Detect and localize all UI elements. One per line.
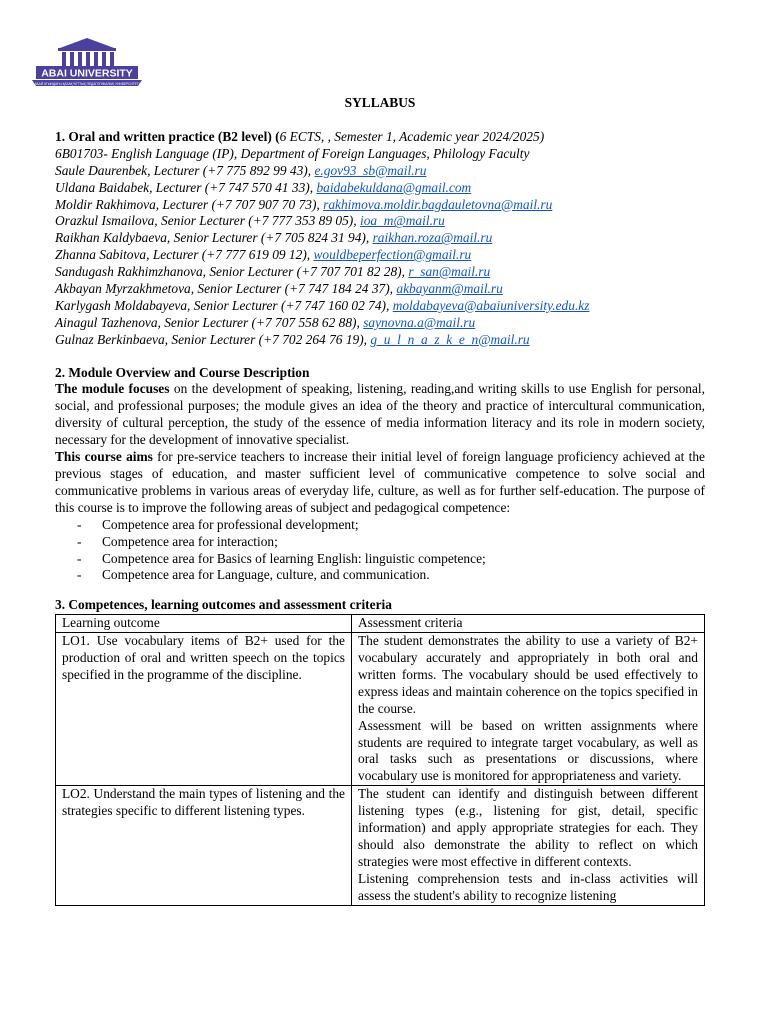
lecturer-info: Orazkul Ismailova, Senior Lecturer (+7 777 353 89 05), xyxy=(55,213,360,229)
course-program: 6B01703- English Language (IP), Department of Foreign Languages, Philology Faculty xyxy=(55,145,530,161)
bullet-dash: - xyxy=(77,550,82,566)
competence-text: Competence area for professional development; xyxy=(102,516,359,532)
lecturer-info: Zhanna Sabitova, Lecturer (+7 777 619 09 12), xyxy=(55,247,314,263)
course-aims-paragraph xyxy=(55,449,705,517)
learning-outcome-cell: LO2. Understand the main types of listening and the strategies specific to different listening types. xyxy=(56,786,352,905)
course-heading xyxy=(55,129,705,146)
lecturer-line xyxy=(55,230,705,247)
abai-university-logo-icon xyxy=(30,36,144,88)
lecturer-email-link[interactable]: rakhimova.moldir.bagdauletovna@mail.ru xyxy=(323,196,553,212)
table-row xyxy=(56,633,705,786)
module-focus-text: on the development of speaking, listening, reading,and writing skills to use English for personal, social, and professional purposes; the module gives an idea of the theory and practice of intercultural communication, diversity of cultural perception, the study of the essence of media information literacy and its role in modern society, necessary for the development of innovative specialist. xyxy=(55,381,705,448)
criteria-assessment: Listening comprehension tests and in-class activities will assess the student's ability to recognize listening xyxy=(358,870,698,903)
lecturer-info: Saule Daurenbek, Lecturer (+7 775 892 99 43), xyxy=(55,162,315,178)
lecturer-email-link[interactable]: saynovna.a@mail.ru xyxy=(363,314,476,330)
lecturer-info: Uldana Baidabek, Lecturer (+7 747 570 41 33), xyxy=(55,179,317,195)
lecturer-line xyxy=(55,332,705,349)
criteria-assessment: Assessment will be based on written assignments where students are required to integrate target vocabulary, as well as oral tasks such as presentations or discussions, where vocabulary use is monitored for appropriateness and variety. xyxy=(358,717,698,784)
lecturer-line xyxy=(55,247,705,264)
lecturer-email-link[interactable]: wouldbeperfection@gmail.ru xyxy=(313,247,472,263)
course-heading-title: 1. Oral and written practice (B2 level) ( xyxy=(55,129,280,144)
section2-heading: 2. Module Overview and Course Description xyxy=(55,364,310,380)
lecturer-email-link[interactable]: akbayanm@mail.ru xyxy=(396,281,503,297)
lecturer-info: Ainagul Tazhenova, Senior Lecturer (+7 707 558 62 88), xyxy=(55,314,364,330)
lecturer-info: Gulnaz Berkinbaeva, Senior Lecturer (+7 702 264 76 19), xyxy=(55,331,371,347)
lecturer-line xyxy=(55,213,705,230)
lecturer-line xyxy=(55,264,705,281)
document-title: SYLLABUS xyxy=(344,95,416,110)
course-heading-details: 6 ECTS, , Semester 1, Academic year 2024/2025) xyxy=(279,129,545,144)
module-focus-paragraph xyxy=(55,381,705,449)
lecturer-email-link[interactable]: r_san@mail.ru xyxy=(408,264,491,280)
lecturer-info: Moldir Rakhimova, Lecturer (+7 707 907 70 73), xyxy=(55,196,324,212)
column-header-assessment-criteria: Assessment criteria xyxy=(352,615,705,633)
syllabus-page xyxy=(55,95,705,906)
lecturer-email-link[interactable]: g_u_l_n_a_z_k_e_n@mail.ru xyxy=(370,331,530,347)
lecturer-info: Raikhan Kaldybaeva, Senior Lecturer (+7 705 824 31 94), xyxy=(55,230,373,246)
criteria-description: The student demonstrates the ability to use a variety of B2+ vocabulary accurately and appropriately in both oral and written forms. The vocabulary should be used effectively to express ideas and maintain coherence on the topics specified in the course. xyxy=(358,633,698,716)
lecturer-email-link[interactable]: baidabekuldana@gmail.com xyxy=(316,179,472,195)
list-item xyxy=(55,517,705,534)
lecturer-info: Akbayan Myrzakhmetova, Senior Lecturer (+7 747 184 24 37), xyxy=(55,281,397,297)
bullet-dash: - xyxy=(77,516,82,532)
lecturer-email-link[interactable]: moldabayeva@abaiuniversity.edu.kz xyxy=(392,297,590,313)
competence-text: Competence area for Basics of learning English: linguistic competence; xyxy=(102,550,486,566)
lecturer-line xyxy=(55,281,705,298)
list-item xyxy=(55,567,705,584)
lecturer-list xyxy=(55,163,705,349)
lecturer-line xyxy=(55,197,705,214)
course-aims-text: for pre-service teachers to increase their initial level of foreign language proficiency achieved at the previous stages of education, and master sufficient level of communicative competence to solve social and communicative problems in various areas of everyday life, culture, as well as for further self-education. The purpose of this course is to improve the following areas of subject and pedagogical competence: xyxy=(55,449,705,515)
assessment-table xyxy=(55,614,705,905)
course-aims-lead: This course aims xyxy=(55,449,153,465)
section3-heading: 3. Competences, learning outcomes and assessment criteria xyxy=(55,597,392,613)
assessment-criteria-cell xyxy=(352,633,705,786)
lecturer-line xyxy=(55,298,705,315)
assessment-criteria-cell xyxy=(352,786,705,905)
module-focus-lead: The module focuses xyxy=(55,381,170,397)
lecturer-line xyxy=(55,180,705,197)
logo-ribbon-text: АБАЙ АТЫНДАҒЫ ҚАЗАҚ ҰЛТТЫҚ ПЕДАГОГИКАЛЫҚ УНИВЕРСИТЕТІ xyxy=(34,81,140,86)
lecturer-info: Sandugash Rakhimzhanova, Senior Lecturer (+7 707 701 82 28), xyxy=(55,264,409,280)
lecturer-email-link[interactable]: ioa_m@mail.ru xyxy=(359,213,445,229)
spacer xyxy=(55,349,705,365)
lecturer-email-link[interactable]: raikhan.roza@mail.ru xyxy=(372,230,493,246)
table-row xyxy=(56,786,705,905)
logo-wordmark: ABAI UNIVERSITY xyxy=(41,67,133,80)
university-logo xyxy=(30,36,144,88)
table-header-row xyxy=(56,615,705,633)
column-header-learning-outcome: Learning outcome xyxy=(56,615,352,633)
lecturer-line xyxy=(55,315,705,332)
lecturer-info: Karlygash Moldabayeva, Senior Lecturer (+7 747 160 02 74), xyxy=(55,297,393,313)
bullet-dash: - xyxy=(77,567,82,583)
competence-text: Competence area for interaction; xyxy=(102,533,278,549)
lecturer-line xyxy=(55,163,705,180)
list-item xyxy=(55,551,705,568)
learning-outcome-cell: LO1. Use vocabulary items of B2+ used for the production of oral and written speech on the topics specified in the programme of the discipline. xyxy=(56,633,352,786)
bullet-dash: - xyxy=(77,533,82,549)
lecturer-email-link[interactable]: e.gov93_sb@mail.ru xyxy=(314,162,427,178)
criteria-description: The student can identify and distinguish between different listening types (e.g., listening for gist, detail, specific information) and apply appropriate strategies for each. They should also demonstrate the ability to reflect on which strategies were most effective in different contexts. xyxy=(358,786,698,869)
list-item xyxy=(55,534,705,551)
competence-text: Competence area for Language, culture, and communication. xyxy=(102,567,430,583)
competence-list xyxy=(55,517,705,585)
